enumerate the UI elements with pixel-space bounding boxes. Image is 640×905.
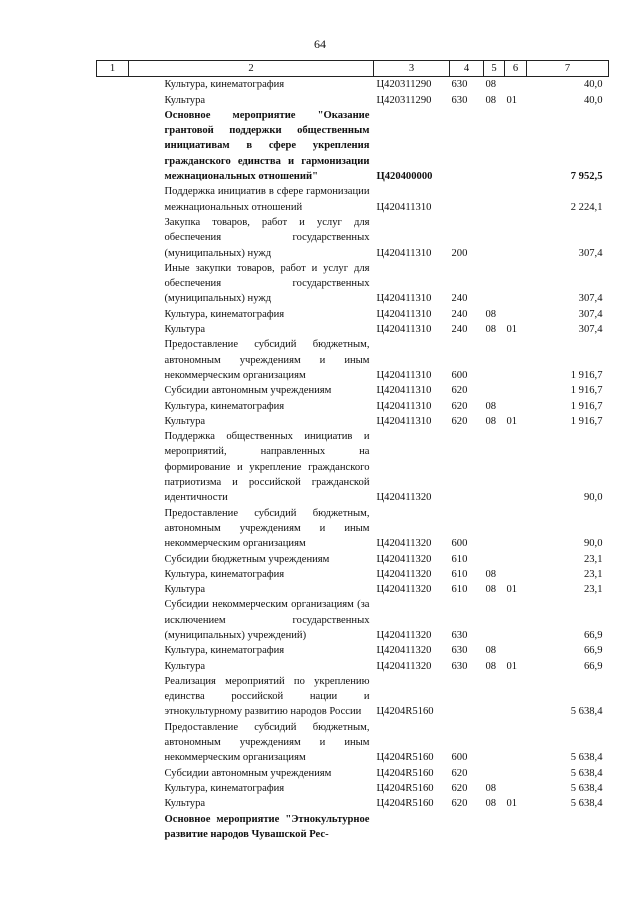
cell-rz: 08 [485, 79, 497, 91]
cell-pr [505, 184, 527, 215]
cell-sum: 5 638,4 [570, 798, 603, 810]
cell-pr [505, 812, 527, 843]
cell-rz [484, 184, 505, 215]
cell-vr [450, 184, 484, 215]
cell-rz [484, 812, 505, 843]
cell-pr [505, 215, 527, 261]
cell-vr: 240 [451, 324, 468, 336]
cell-pr [505, 383, 527, 398]
cell-sum: 23,1 [583, 568, 603, 580]
cell-vr: 600 [451, 369, 468, 381]
table-row [97, 77, 609, 93]
cell-col-1 [97, 766, 129, 781]
cell-col-1 [97, 77, 129, 93]
header-col-3: 3 [374, 61, 450, 77]
cell-vr [450, 429, 484, 505]
cell-code: Ц420411320 [376, 645, 432, 657]
cell-name: Иные закупки товаров, работ и услуг для обеспечения государственных (муниципальных) нужд [164, 262, 370, 305]
cell-vr: 620 [451, 400, 468, 412]
cell-rz [484, 215, 505, 261]
cell-code: Ц4204R5160 [376, 706, 434, 718]
cell-sum: 5 638,4 [570, 767, 603, 779]
cell-code: Ц420411310 [376, 293, 432, 305]
cell-sum: 307,4 [578, 247, 603, 259]
cell-name: Культура [164, 324, 206, 336]
cell-name: Культура, кинематография [164, 79, 285, 91]
cell-col-1 [97, 552, 129, 567]
cell-vr: 240 [451, 308, 468, 320]
cell-sum: 307,4 [578, 324, 603, 336]
cell-code: Ц420411310 [376, 308, 432, 320]
cell-name: Культура [164, 660, 206, 672]
cell-pr [505, 720, 527, 766]
cell-rz: 08 [485, 324, 497, 336]
table-row [97, 582, 609, 597]
cell-sum: 5 638,4 [570, 752, 603, 764]
cell-rz [484, 506, 505, 552]
cell-code: Ц420411320 [376, 568, 432, 580]
cell-rz: 08 [485, 415, 497, 427]
cell-col-1 [97, 567, 129, 582]
cell-rz: 08 [485, 400, 497, 412]
cell-col-1 [97, 796, 129, 811]
cell-rz: 08 [485, 94, 497, 106]
table-row [97, 643, 609, 658]
cell-code: Ц4204R5160 [376, 752, 434, 764]
cell-pr: 01 [506, 660, 518, 672]
table-row [97, 720, 609, 766]
cell-sum: 90,0 [583, 538, 603, 550]
cell-code: Ц420411320 [376, 629, 432, 641]
cell-name: Субсидии бюджетным учреждениям [164, 553, 330, 565]
cell-sum: 7 952,5 [570, 171, 603, 183]
cell-col-1 [97, 429, 129, 505]
cell-rz [484, 108, 505, 184]
cell-pr [505, 77, 527, 93]
cell-code: Ц420411310 [376, 400, 432, 412]
cell-name: Культура [164, 94, 206, 106]
table-row [97, 337, 609, 383]
cell-pr: 01 [506, 415, 518, 427]
cell-name: Предоставление субсидий бюджетным, автономным учреждениям и иным некоммерческим организациям [164, 721, 370, 764]
cell-pr [505, 567, 527, 582]
cell-name: Субсидии автономным учреждениям [164, 385, 332, 397]
header-row [97, 61, 609, 77]
cell-sum [527, 812, 609, 843]
cell-name: Основное мероприятие "Оказание грантовой поддержки общественным инициативам в сфере укрепления гражданского единства и гармонизации межнациональных отношений" [164, 109, 370, 183]
cell-name: Субсидии автономным учреждениям [164, 767, 332, 779]
cell-code: Ц420411310 [376, 324, 432, 336]
header-col-1: 1 [97, 61, 129, 77]
cell-code: Ц420411310 [376, 201, 432, 213]
table-row [97, 781, 609, 796]
cell-name: Культура [164, 798, 206, 810]
cell-sum: 2 224,1 [570, 201, 603, 213]
cell-name: Закупка товаров, работ и услуг для обеспечения государственных (муниципальных) нужд [164, 216, 370, 259]
cell-pr [505, 643, 527, 658]
cell-rz [484, 261, 505, 307]
cell-name: Культура [164, 415, 206, 427]
cell-sum: 40,0 [583, 79, 603, 91]
cell-sum: 307,4 [578, 293, 603, 305]
cell-rz [484, 674, 505, 720]
table-row [97, 93, 609, 108]
cell-vr: 620 [451, 767, 468, 779]
budget-table [96, 60, 609, 842]
cell-rz: 08 [485, 798, 497, 810]
cell-rz: 08 [485, 660, 497, 672]
cell-vr: 620 [451, 798, 468, 810]
cell-sum: 1 916,7 [570, 400, 603, 412]
header-col-5: 5 [484, 61, 505, 77]
cell-name: Предоставление субсидий бюджетным, автономным учреждениям и иным некоммерческим организациям [164, 507, 370, 550]
cell-code: Ц420311290 [376, 94, 432, 106]
header-col-2: 2 [129, 61, 374, 77]
cell-vr: 610 [451, 553, 468, 565]
cell-pr [505, 766, 527, 781]
table-row [97, 597, 609, 643]
cell-name: Реализация мероприятий по укреплению единства российской нации и этнокультурному развитию народов России [164, 675, 370, 718]
cell-rz: 08 [485, 308, 497, 320]
cell-code: Ц420411320 [376, 538, 432, 550]
cell-name: Субсидии некоммерческим организациям (за исключением государственных (муниципальных) учреждений) [164, 599, 370, 641]
table-row [97, 796, 609, 811]
cell-pr [505, 399, 527, 414]
cell-rz: 08 [485, 645, 497, 657]
table-body [97, 77, 609, 842]
cell-col-1 [97, 215, 129, 261]
cell-sum: 23,1 [583, 584, 603, 596]
table-row [97, 261, 609, 307]
table-row [97, 414, 609, 429]
cell-code: Ц4204R5160 [376, 798, 434, 810]
cell-vr: 620 [451, 385, 468, 397]
cell-pr [505, 781, 527, 796]
cell-rz [484, 766, 505, 781]
cell-col-1 [97, 261, 129, 307]
cell-code [374, 812, 450, 843]
cell-name: Основное мероприятие "Этнокультурное развитие народов Чувашской Рес- [164, 813, 370, 840]
table-row [97, 674, 609, 720]
cell-code: Ц420411310 [376, 247, 432, 259]
cell-sum: 90,0 [583, 492, 603, 504]
cell-name: Предоставление субсидий бюджетным, автономным учреждениям и иным некоммерческим организациям [164, 339, 370, 381]
table-row [97, 567, 609, 582]
cell-sum: 66,9 [583, 629, 603, 641]
cell-vr: 610 [451, 584, 468, 596]
cell-col-1 [97, 108, 129, 184]
cell-pr [505, 429, 527, 505]
cell-vr: 200 [451, 247, 468, 259]
cell-rz [484, 383, 505, 398]
cell-pr [505, 674, 527, 720]
cell-vr: 620 [451, 415, 468, 427]
cell-sum: 1 916,7 [570, 415, 603, 427]
cell-col-1 [97, 720, 129, 766]
cell-code: Ц420411320 [376, 660, 432, 672]
cell-vr: 630 [451, 660, 468, 672]
cell-vr: 600 [451, 752, 468, 764]
cell-sum: 5 638,4 [570, 782, 603, 794]
cell-pr [505, 337, 527, 383]
table-row [97, 506, 609, 552]
table-row [97, 766, 609, 781]
cell-pr: 01 [506, 584, 518, 596]
cell-rz: 08 [485, 568, 497, 580]
table-row [97, 429, 609, 505]
cell-col-1 [97, 597, 129, 643]
table-row [97, 307, 609, 322]
table-header [97, 61, 609, 77]
cell-name: Поддержка инициатив в сфере гармонизации межнациональных отношений [164, 186, 370, 213]
cell-code: Ц420311290 [376, 79, 432, 91]
cell-pr [505, 506, 527, 552]
cell-name: Культура, кинематография [164, 400, 285, 412]
cell-name: Поддержка общественных инициатив и мероприятий, направленных на формирование и укрепление гражданского патриотизма и российской гражданской идентичности [164, 431, 370, 504]
page-number: 64 [314, 37, 326, 51]
cell-rz [484, 552, 505, 567]
cell-col-1 [97, 399, 129, 414]
table-row [97, 322, 609, 337]
cell-col-1 [97, 383, 129, 398]
cell-vr: 620 [451, 782, 468, 794]
cell-vr [450, 674, 484, 720]
cell-rz [484, 337, 505, 383]
cell-code: Ц420400000 [376, 171, 433, 183]
cell-sum: 40,0 [583, 94, 603, 106]
cell-sum: 1 916,7 [570, 369, 603, 381]
table-row [97, 659, 609, 674]
cell-pr: 01 [506, 798, 518, 810]
cell-pr [505, 108, 527, 184]
cell-rz [484, 429, 505, 505]
cell-rz: 08 [485, 782, 497, 794]
cell-col-1 [97, 674, 129, 720]
table-row [97, 215, 609, 261]
table-row [97, 812, 609, 843]
cell-col-1 [97, 184, 129, 215]
cell-col-1 [97, 322, 129, 337]
cell-name: Культура, кинематография [164, 645, 285, 657]
cell-pr: 01 [506, 324, 518, 336]
table-row [97, 108, 609, 184]
cell-code: Ц420411320 [376, 584, 432, 596]
cell-col-1 [97, 643, 129, 658]
cell-name: Культура [164, 584, 206, 596]
cell-col-1 [97, 582, 129, 597]
cell-pr [505, 597, 527, 643]
cell-vr: 630 [451, 629, 468, 641]
cell-col-1 [97, 659, 129, 674]
cell-pr [505, 552, 527, 567]
cell-sum: 66,9 [583, 645, 603, 657]
table-row [97, 383, 609, 398]
cell-vr: 240 [451, 293, 468, 305]
cell-code: Ц420411320 [376, 492, 432, 504]
cell-pr: 01 [506, 94, 518, 106]
cell-rz [484, 597, 505, 643]
cell-code: Ц420411320 [376, 553, 432, 565]
cell-vr [450, 812, 484, 843]
cell-code: Ц4204R5160 [376, 782, 434, 794]
cell-col-1 [97, 307, 129, 322]
cell-rz: 08 [485, 584, 497, 596]
cell-col-1 [97, 93, 129, 108]
cell-col-1 [97, 414, 129, 429]
cell-code: Ц420411310 [376, 369, 432, 381]
cell-vr: 630 [451, 79, 468, 91]
cell-code: Ц4204R5160 [376, 767, 434, 779]
cell-sum: 23,1 [583, 553, 603, 565]
table-row [97, 184, 609, 215]
cell-name: Культура, кинематография [164, 568, 285, 580]
cell-vr: 610 [451, 568, 468, 580]
cell-name: Культура, кинематография [164, 308, 285, 320]
header-col-6: 6 [505, 61, 527, 77]
cell-col-1 [97, 781, 129, 796]
cell-col-1 [97, 506, 129, 552]
header-col-7: 7 [527, 61, 609, 77]
cell-pr [505, 307, 527, 322]
cell-vr: 630 [451, 94, 468, 106]
cell-sum: 307,4 [578, 308, 603, 320]
table-row [97, 552, 609, 567]
cell-col-1 [97, 337, 129, 383]
cell-col-1 [97, 812, 129, 843]
cell-pr [505, 261, 527, 307]
header-col-4: 4 [450, 61, 484, 77]
cell-rz [484, 720, 505, 766]
cell-sum: 1 916,7 [570, 385, 603, 397]
cell-vr: 600 [451, 538, 468, 550]
cell-sum: 66,9 [583, 660, 603, 672]
cell-sum: 5 638,4 [570, 706, 603, 718]
table-row [97, 399, 609, 414]
cell-code: Ц420411310 [376, 385, 432, 397]
cell-name: Культура, кинематография [164, 782, 285, 794]
cell-code: Ц420411310 [376, 415, 432, 427]
cell-vr [450, 108, 484, 184]
cell-vr: 630 [451, 645, 468, 657]
